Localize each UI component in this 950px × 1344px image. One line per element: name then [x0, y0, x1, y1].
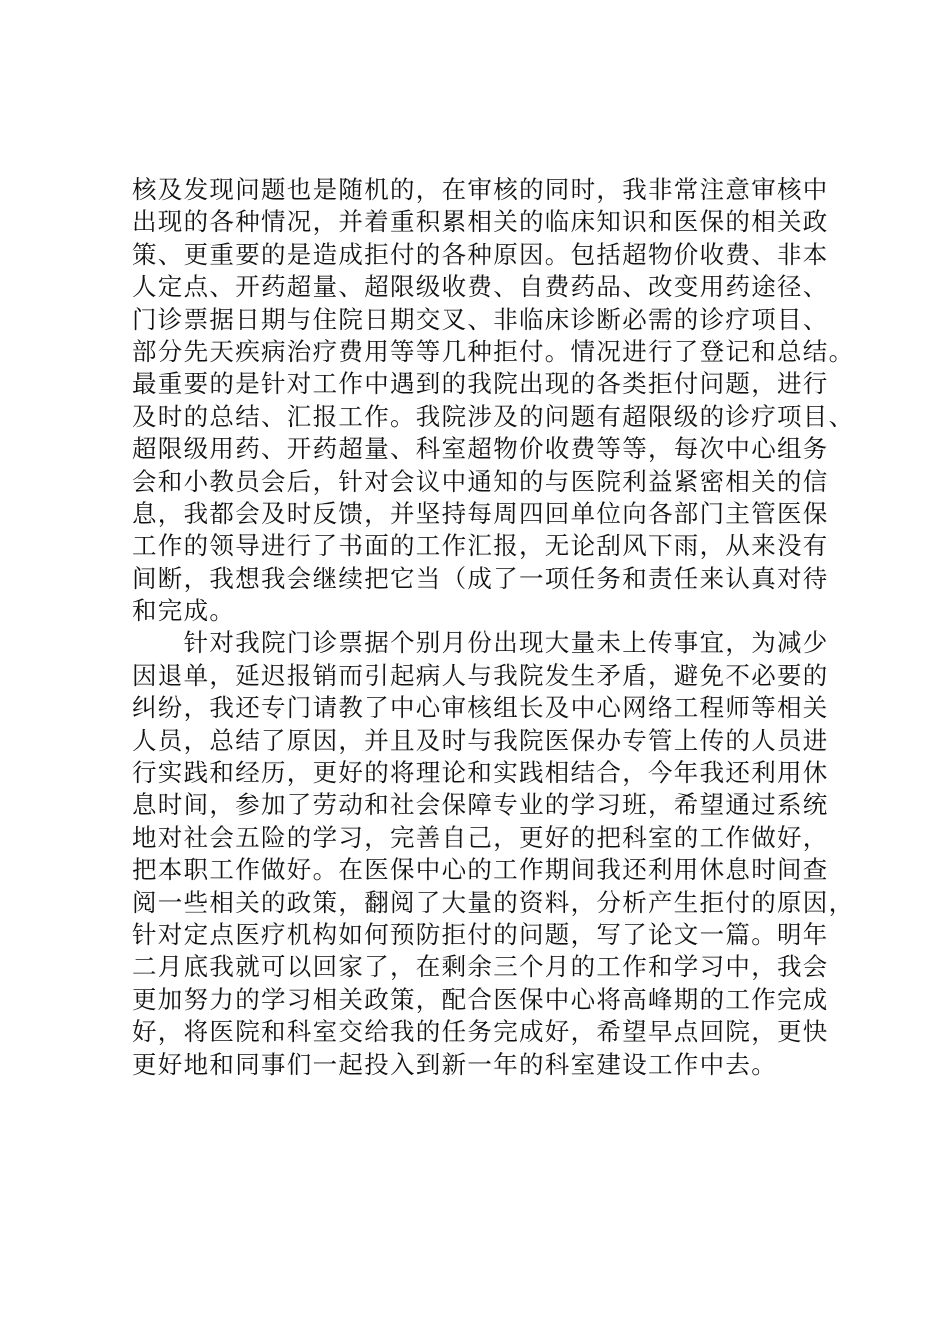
text-line: 地对社会五险的学习，完善自己，更好的把科室的工作做好， — [132, 822, 829, 852]
text-line: 息时间，参加了劳动和社会保障专业的学习班，希望通过系统 — [132, 790, 829, 820]
text-line: 最重要的是针对工作中遇到的我院出现的各类拒付问题，进行 — [132, 369, 829, 399]
text-line: 纠纷，我还专门请教了中心审核组长及中心网络工程师等相关 — [132, 693, 829, 723]
text-line: 因退单，延迟报销而引起病人与我院发生矛盾，避免不必要的 — [132, 660, 829, 690]
text-line: 核及发现问题也是随机的，在审核的同时，我非常注意审核中 — [132, 175, 829, 204]
text-line: 工作的领导进行了书面的工作汇报，无论刮风下雨，从来没有 — [132, 531, 829, 561]
text-line: 会和小教员会后，针对会议中通知的与医院利益紧密相关的信 — [132, 466, 829, 496]
text-line: 二月底我就可以回家了，在剩余三个月的工作和学习中，我会 — [132, 952, 829, 982]
text-line: 超限级用药、开药超量、科室超物价收费等等，每次中心组务 — [132, 434, 829, 464]
text-line: 好，将医院和科室交给我的任务完成好，希望早点回院，更快 — [132, 1017, 829, 1047]
text-line: 部分先天疾病治疗费用等等几种拒付。情况进行了登记和总结。 — [132, 336, 855, 366]
text-line: 及时的总结、汇报工作。我院涉及的问题有超限级的诊疗项目、 — [132, 401, 855, 431]
text-line: 门诊票据日期与住院日期交叉、非临床诊断必需的诊疗项目、 — [132, 304, 829, 334]
text-line: 策、更重要的是造成拒付的各种原因。包括超物价收费、非本 — [132, 239, 829, 269]
text-line: 间断，我想我会继续把它当（成了一项任务和责任来认真对待 — [132, 563, 829, 593]
text-line: 更好地和同事们一起投入到新一年的科室建设工作中去。 — [132, 1049, 777, 1079]
text-line: 人定点、开药超量、超限级收费、自费药品、改变用药途径、 — [132, 272, 829, 302]
text-line: 针对定点医疗机构如何预防拒付的问题，写了论文一篇。明年 — [132, 919, 829, 949]
text-line: 针对我院门诊票据个别月份出现大量未上传事宜，为减少 — [132, 628, 829, 658]
text-line: 行实践和经历，更好的将理论和实践相结合，今年我还利用休 — [132, 758, 829, 788]
text-line: 把本职工作做好。在医保中心的工作期间我还利用休息时间查 — [132, 855, 829, 885]
text-line: 出现的各种情况，并着重积累相关的临床知识和医保的相关政 — [132, 207, 829, 237]
text-line: 和完成。 — [132, 596, 236, 626]
text-line: 更加努力的学习相关政策，配合医保中心将高峰期的工作完成 — [132, 984, 829, 1014]
body-text — [132, 174, 855, 1081]
text-line: 人员，总结了原因，并且及时与我院医保办专管上传的人员进 — [132, 725, 829, 755]
text-line: 息，我都会及时反馈，并坚持每周四回单位向各部门主管医保 — [132, 498, 829, 528]
text-line: 阅一些相关的政策，翻阅了大量的资料，分析产生拒付的原因， — [132, 887, 855, 917]
